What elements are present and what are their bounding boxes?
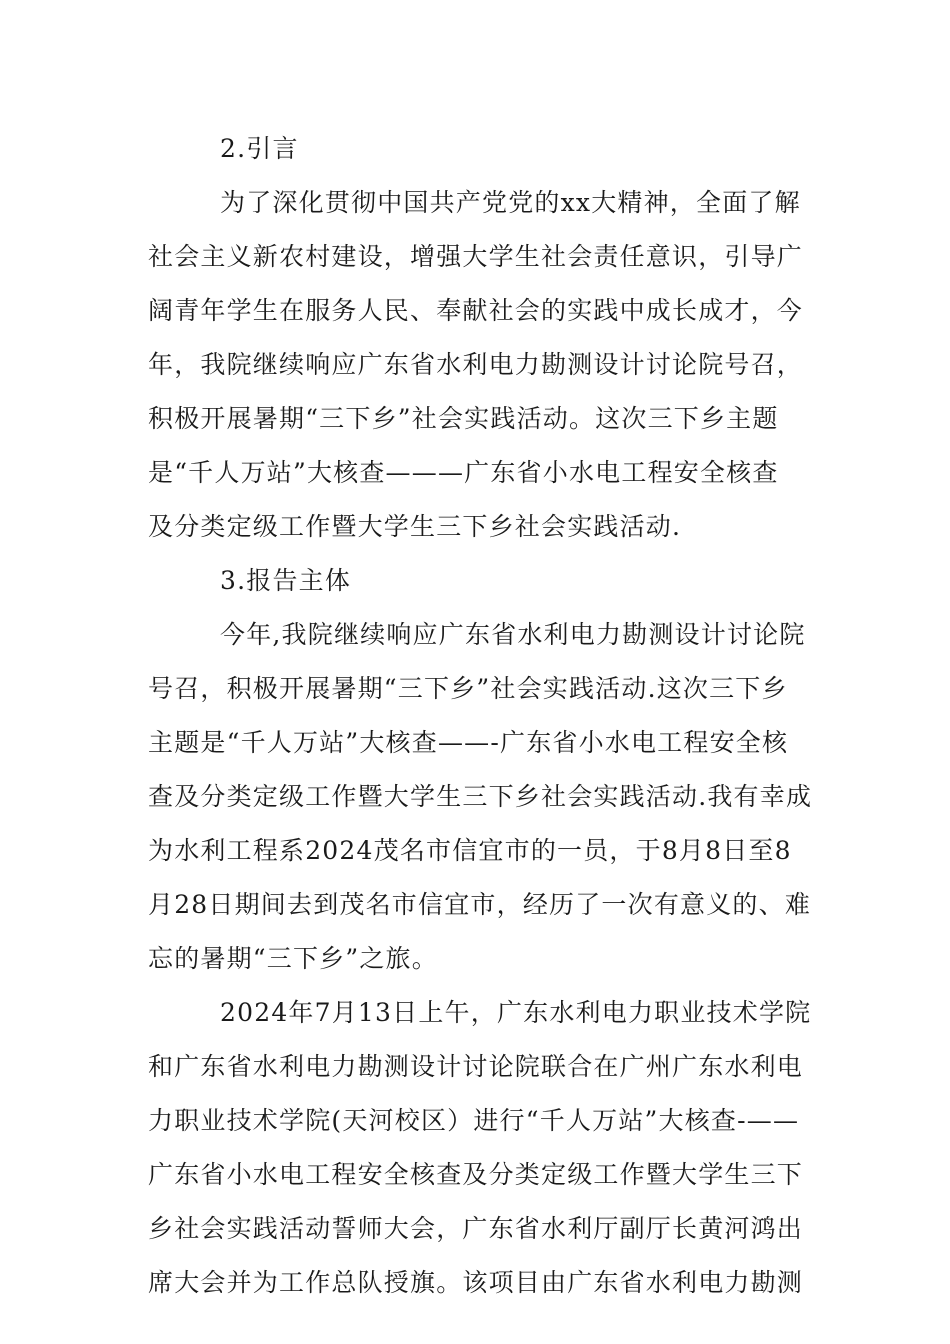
paragraph-line: 查及分类定级工作暨大学生三下乡社会实践活动.我有幸成: [148, 782, 813, 811]
body-paragraph-2: [148, 986, 812, 1310]
paragraph-line: 广东省小水电工程安全核查及分类定级工作暨大学生三下: [148, 1160, 804, 1189]
paragraph-line: 号召，积极开展暑期“三下乡”社会实践活动.这次三下乡: [148, 674, 788, 703]
paragraph-line: 为了深化贯彻中国共产党党的xx大精神，全面了解: [220, 188, 801, 217]
intro-paragraph: [148, 176, 808, 554]
paragraph-line: 为水利工程系2024茂名市信宜市的一员，于8月8日至8: [148, 836, 792, 865]
document-body: [148, 122, 813, 1310]
paragraph-line: 乡社会实践活动誓师大会，广东省水利厅副厅长黄河鸿出: [148, 1214, 804, 1243]
paragraph-line: 月28日期间去到茂名市信宜市，经历了一次有意义的、难: [148, 890, 812, 919]
paragraph-line: 及分类定级工作暨大学生三下乡社会实践活动.: [148, 512, 682, 541]
paragraph-line: 积极开展暑期“三下乡”社会实践活动。这次三下乡主题: [148, 404, 779, 433]
paragraph-line: 忘的暑期“三下乡”之旅。: [148, 944, 438, 973]
section-heading-intro: 2.引言: [220, 134, 299, 163]
paragraph-line: 今年,我院继续响应广东省水利电力勘测设计讨论院: [220, 620, 806, 649]
paragraph-line: 2024年7月13日上午，广东水利电力职业技术学院: [220, 998, 812, 1027]
paragraph-line: 社会主义新农村建设，增强大学生社会责任意识，引导广: [148, 242, 804, 271]
body-paragraph-1: [148, 608, 813, 986]
paragraph-line: 主题是“千人万站”大核查——-广东省小水电工程安全核: [148, 728, 789, 757]
paragraph-line: 是“千人万站”大核查———广东省小水电工程安全核查: [148, 458, 779, 487]
paragraph-line: 和广东省水利电力勘测设计讨论院联合在广州广东水利电: [148, 1052, 804, 1081]
paragraph-line: 年，我院继续响应广东省水利电力勘测设计讨论院号召，: [148, 350, 804, 379]
section-heading-body: 3.报告主体: [220, 566, 352, 595]
paragraph-line: 力职业技术学院(天河校区）进行“千人万站”大核查-——: [148, 1106, 800, 1135]
paragraph-line: 阔青年学生在服务人民、奉献社会的实践中成长成才，今: [148, 296, 804, 325]
paragraph-line: 席大会并为工作总队授旗。该项目由广东省水利电力勘测: [148, 1268, 804, 1297]
